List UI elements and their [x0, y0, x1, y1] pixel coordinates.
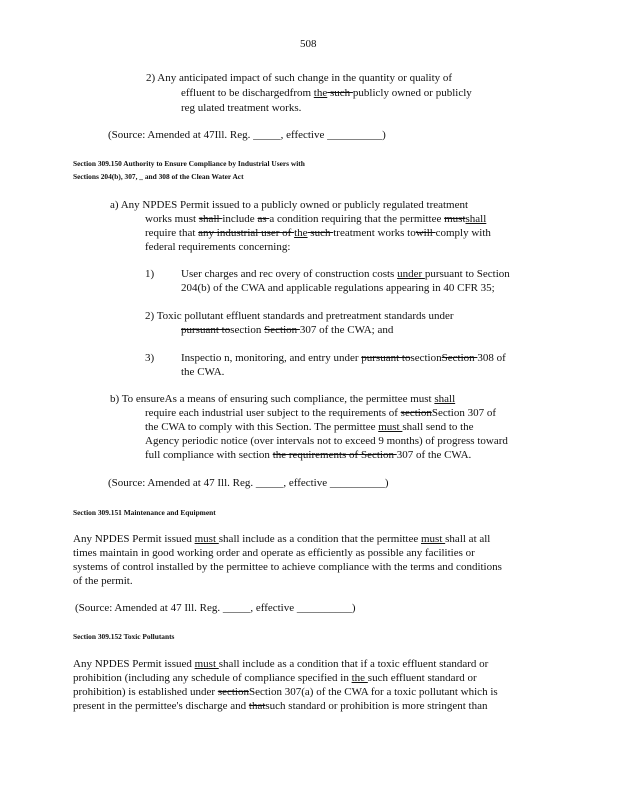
item1-line1: User charges and rec overy of construction costs under pursuant to Section — [181, 268, 510, 280]
item2-line3: reg ulated treatment works. — [181, 102, 302, 114]
page-number: 508 — [300, 38, 317, 50]
para-151-line1: Any NPDES Permit issued must shall include as a condition that the permittee must shall at all — [73, 533, 491, 545]
item2-line2: effluent to be dischargedfrom the such publicly owned or publicly — [181, 87, 472, 99]
item1-line2: 204(b) of the CWA and applicable regulations appearing in 40 CFR 35; — [181, 282, 495, 294]
para-b-line2: require each industrial user subject to the requirements of sectionSection 307 of — [145, 407, 497, 419]
source-note-3: (Source: Amended at 47 Ill. Reg. _____, effective __________) — [75, 602, 356, 614]
para-b-line1: b) To ensureAs a means of ensuring such compliance, the permittee must shall — [110, 393, 456, 405]
item3-number: 3) — [145, 352, 155, 364]
para-152-line2: prohibition (including any schedule of compliance specified in the such effluent standard or — [73, 672, 477, 684]
item2-line1: 2) Any anticipated impact of such change in the quantity or quality of — [146, 72, 453, 84]
item2b-line1: 2) Toxic pollutant effluent standards and pretreatment standards under — [145, 310, 454, 322]
section-309-151-heading: Section 309.151 Maintenance and Equipment — [73, 508, 216, 517]
source-note-1: (Source: Amended at 47Ill. Reg. _____, effective __________) — [108, 129, 386, 141]
para-a-line2: works must shall include as a condition requiring that the permittee mustshall — [145, 213, 487, 225]
para-152-line4: present in the permittee's discharge and thatsuch standard or prohibition is more stringent than — [73, 700, 488, 712]
para-a-line1: a) Any NPDES Permit issued to a publicly owned or publicly regulated treatment — [110, 199, 469, 211]
para-a-line3: require that any industrial user of the such treatment works towill comply with — [145, 227, 491, 239]
source-note-2: (Source: Amended at 47 Ill. Reg. _____, effective __________) — [108, 477, 389, 489]
para-151-line2: times maintain in good working order and operate as efficiently as possible any facilities or — [73, 547, 475, 559]
para-b-line5: full compliance with section the requirements of Section 307 of the CWA. — [145, 449, 472, 461]
para-b-line4: Agency periodic notice (over intervals not to exceed 9 months) of progress toward — [145, 435, 508, 447]
section-309-150-heading-line1: Section 309.150 Authority to Ensure Compliance by Industrial Users with — [73, 159, 305, 168]
para-151-line3: systems of control installed by the permittee to achieve compliance with the terms and conditions — [73, 561, 502, 573]
item2b-line2: pursuant tosection Section 307 of the CWA; and — [181, 324, 394, 336]
section-309-150-heading-line2: Sections 204(b), 307, _ and 308 of the Clean Water Act — [73, 172, 244, 181]
para-152-line1: Any NPDES Permit issued must shall include as a condition that if a toxic effluent standard or — [73, 658, 489, 670]
para-b-line3: the CWA to comply with this Section. The permittee must shall send to the — [145, 421, 474, 433]
para-152-line3: prohibition) is established under sectionSection 307(a) of the CWA for a toxic pollutant which is — [73, 686, 498, 698]
para-151-line4: of the permit. — [73, 575, 133, 587]
item3-line2: the CWA. — [181, 366, 225, 378]
para-a-line4: federal requirements concerning: — [145, 241, 291, 253]
section-309-152-heading: Section 309.152 Toxic Pollutants — [73, 632, 175, 641]
item1-number: 1) — [145, 268, 155, 280]
item3-line1: Inspectio n, monitoring, and entry under pursuant tosectionSection 308 of — [181, 352, 506, 364]
